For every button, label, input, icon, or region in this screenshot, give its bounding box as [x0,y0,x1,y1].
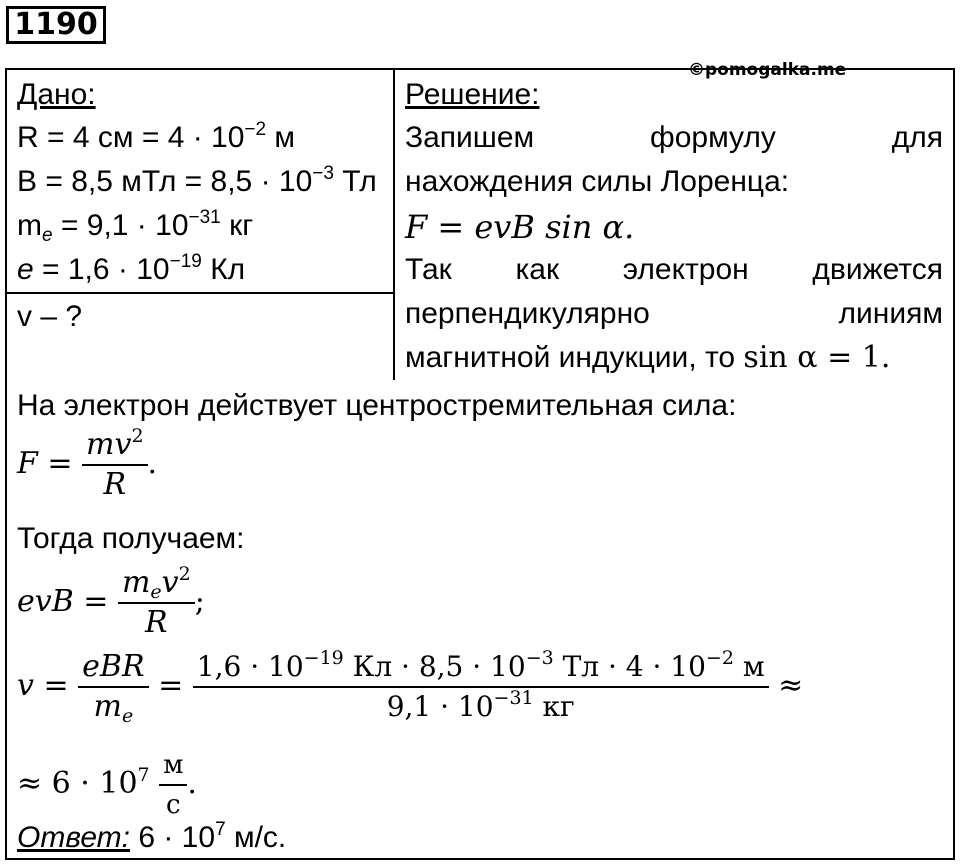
velocity-equation: v = $\frac{\text{eBR}}{m_e}$ = $\frac{1,6 \cdot 10^{-19} Кл \cdot 8,5 \cdot 10^{-3} Тл \cdot 4 \cdot 10^{-2} м}{9,1 \cdot 10^{-31} кг}$ ≈ [17,647,804,727]
velocity-result: ≈ $6 \cdot 10^7$ $\frac{м}{с}$ . [17,750,197,820]
given-radius: R = 4 см = $4 \cdot 10^{-2}$ м [17,119,296,154]
velocity-fraction-symbolic: $\frac{\text{eBR}}{m_e}$ [78,650,148,724]
centripetal-fraction: $\frac{mv^2}{R}$ [82,428,148,502]
solution-line-5: перпендикулярно линиям [405,297,943,330]
then-text: Тогда получаем: [17,522,245,555]
problem-number: 1190 [6,6,106,44]
lorentz-formula: F = evB sin α. [405,208,635,246]
given-mass: $m_e = 9,1 \cdot 10^{-31}$ кг [17,207,254,246]
answer-label: Ответ: [17,821,130,854]
unit-fraction: $\frac{м}{с}$ [159,748,187,822]
solution-line-2: нахождения силы Лоренца: [405,165,790,198]
answer-line: Ответ: $6 \cdot 10^7$ м/с. [17,819,287,854]
given-induction: B = 8,5 мТл = $8,5 \cdot 10^{-3}$ Тл [17,163,377,198]
balance-fraction: $\frac{m_ev^2}{R}$ [118,566,195,640]
column-divider [393,68,395,380]
solution-header: Решение: [405,78,540,111]
solution-line-1: Запишем формулу для [405,121,943,154]
given-divider [5,292,395,294]
watermark: ©pomogalka.me [688,60,847,80]
velocity-fraction-numeric: $\frac{1,6 \cdot 10^{-19} Кл \cdot 8,5 \cdot 10^{-3} Тл \cdot 4 \cdot 10^{-2} м}{9,1 \cdot 10^{-31} кг}$ [193,650,769,724]
centripetal-text: На электрон действует центростремительная сила: [17,389,737,422]
solution-line-4: Так как электрон движется [405,253,943,286]
unknown-velocity: v – ? [17,300,83,333]
given-charge: $e = 1,6 \cdot 10^{-19}$ Кл [17,251,246,286]
solution-line-6: магнитной индукции, то sin α = 1. [405,340,891,375]
given-header: Дано: [17,78,96,111]
centripetal-formula: F = $\frac{mv^2}{R}$ . [17,425,158,502]
balance-equation: evB = $\frac{m_ev^2}{R}$ ; [17,563,205,640]
